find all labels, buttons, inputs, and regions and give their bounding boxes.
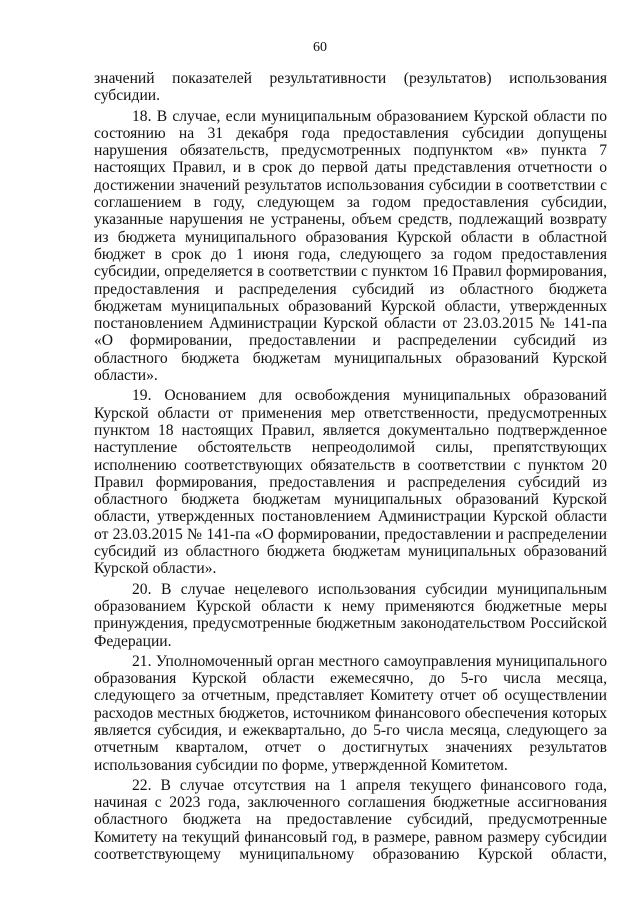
- paragraph-21: 21. Уполномоченный орган местного самоуправления муниципального образования Курской области ежемесячно, до 5-го числа месяца, следующего за отчетным, представляет Комитету отчет об осуществлении расходов местных бюджетов, источником финансового обеспечения которых является субсидия, и ежеквартально, до 5-го числа месяца, следующего за отчетным кварталом, отчет о достигнутых значениях результатов использования субсидии по форме, утвержденной Комитетом.: [94, 652, 607, 774]
- paragraph-20: 20. В случае нецелевого использования субсидии муниципальным образованием Курской области к нему применяются бюджетные меры принуждения, предусмотренные бюджетным законодательством Российской Федерации.: [94, 580, 607, 650]
- paragraph-19: 19. Основанием для освобождения муниципальных образований Курской области от применения мер ответственности, предусмотренных пунктом 18 настоящих Правил, является документально подтвержденное наступление обстоятельств непреодолимой силы, препятствующих исполнению соответствующих обязательств в соответствии с пунктом 20 Правил формирования, предоставления и распределения субсидий из областного бюджета бюджетам муниципальных образований Курской области, утвержденных постановлением Администрации Курской области от 23.03.2015 № 141-па «О формировании, предоставлении и распределении субсидий из областного бюджета бюджетам муниципальных образований Курской области».: [94, 387, 607, 578]
- document-body: [94, 70, 607, 866]
- page-number: 60: [313, 40, 327, 55]
- paragraph-continuation: значений показателей результативности (результатов) использования субсидии.: [94, 70, 607, 105]
- paragraph-18: 18. В случае, если муниципальным образованием Курской области по состоянию на 31 декабря года предоставления субсидии допущены нарушения обязательств, предусмотренных подпунктом «в» пункта 7 настоящих Правил, и в срок до первой даты представления отчетности о достижении значений результатов использования субсидии в соответствии с соглашением в году, следующем за годом предоставления субсидии, указанные нарушения не устранены, объем средств, подлежащий возврату из бюджета муниципального образования Курской области в областной бюджет в срок до 1 июня года, следующего за годом предоставления субсидии, определяется в соответствии с пунктом 16 Правил формирования, предоставления и распределения субсидий из областного бюджета бюджетам муниципальных образований Курской области, утвержденных постановлением Администрации Курской области от 23.03.2015 № 141-па «О формировании, предоставлении и распределении субсидий из областного бюджета бюджетам муниципальных образований Курской области».: [94, 107, 607, 385]
- paragraph-22: 22. В случае отсутствия на 1 апреля текущего финансового года, начиная с 2023 года, заключенного соглашения бюджетные ассигнования областного бюджета на предоставление субсидий, предусмотренные Комитету на текущий финансовый год, в размере, равном размеру субсидии соответствующему муниципальному образованию Курской области,: [94, 776, 607, 864]
